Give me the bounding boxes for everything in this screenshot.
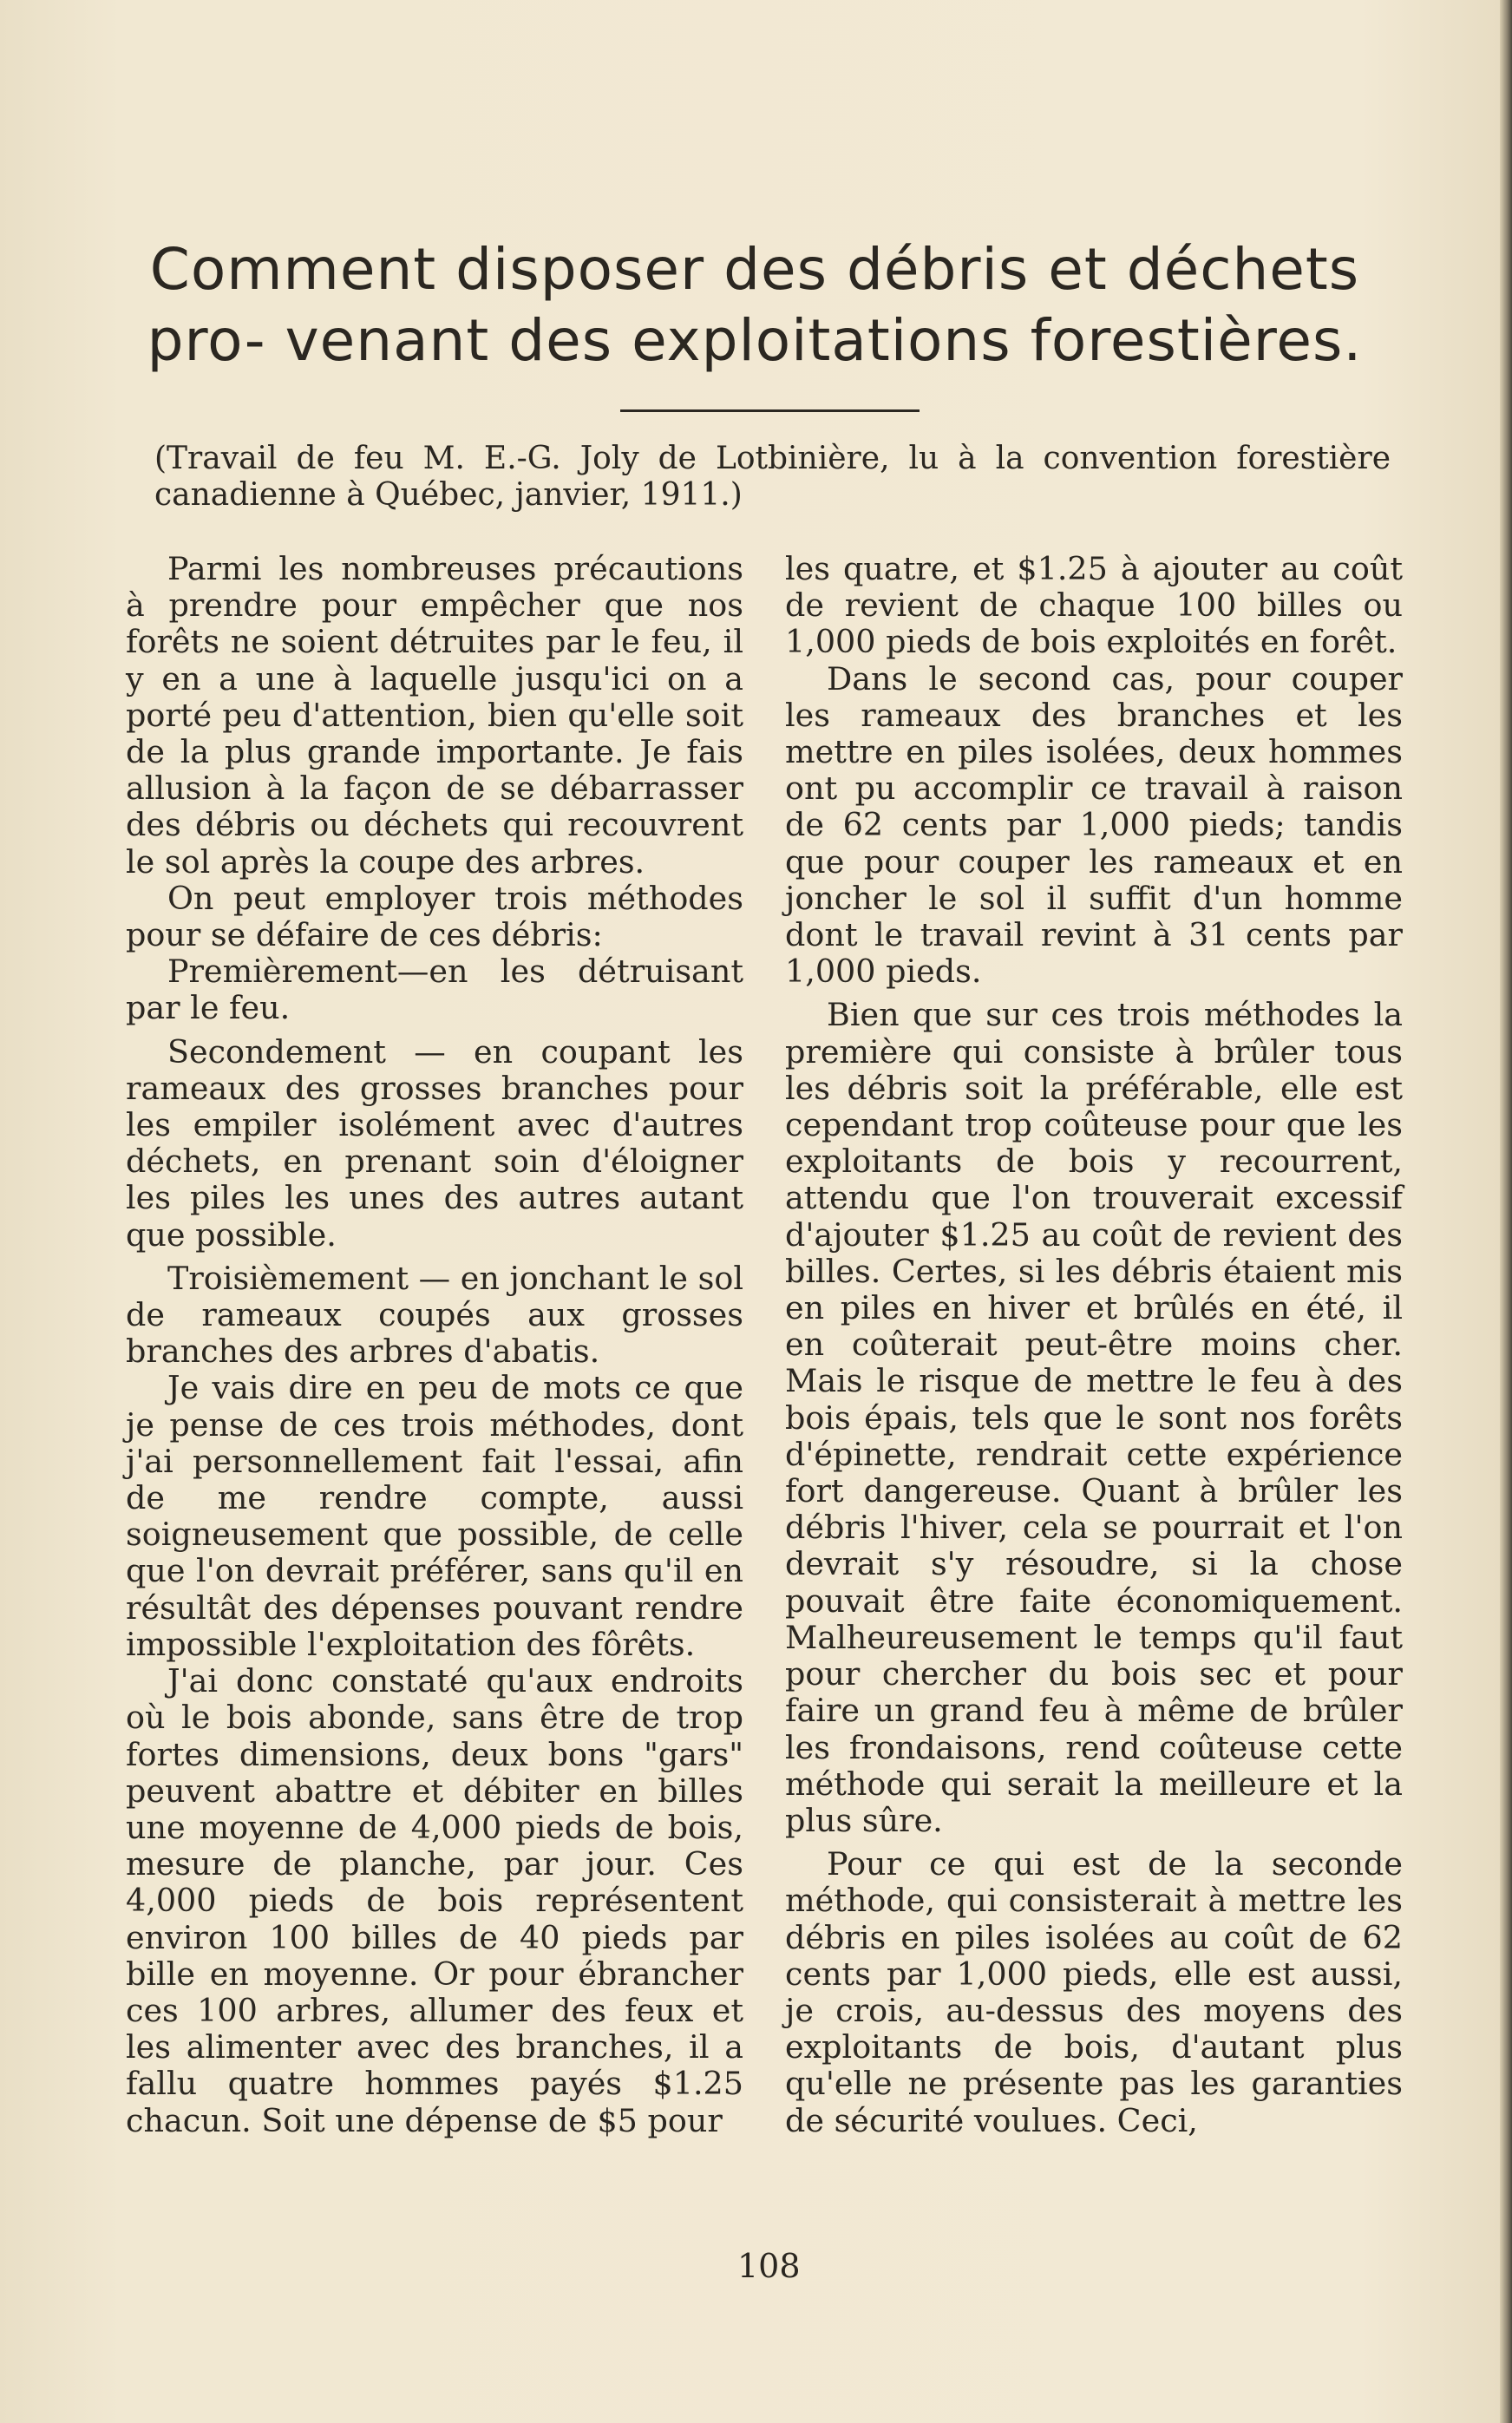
paragraph: On peut employer trois méthodes pour se défaire de ces débris: bbox=[126, 879, 743, 954]
paragraph: Bien que sur ces trois méthodes la première qui consiste à brûler tous les débris soit la préférable, elle est cependant trop coûteuse pour que les exploitants de bois y recourrent, attendu que l'on trouverait excessif d'ajouter $1.25 au coût de revient des billes. Certes, si les débris étaient mis en piles en hiver et brûlés en été, il en coûterait peut-être moins cher. Mais le risque de mettre le feu à des bois épais, tels que le sont nos forêts d'épinette, rendrait cette expérience fort dangereuse. Quant à brûler les débris l'hiver, cela se pourrait et l'on devrait s'y résoudre, si la chose pouvait être faite économiquement. Malheureusement le temps qu'il faut pour chercher du bois sec et pour faire un grand feu à même de brûler les frondaisons, rend coûteuse cette méthode qui serait la meilleure et la plus sûre. bbox=[785, 996, 1403, 1839]
paragraph: Parmi les nombreuses précautions à prendre pour empêcher que nos forêts ne soient détruites par le feu, il y en a une à laquelle jusqu'ici on a porté peu d'attention, bien qu'elle soit de la plus grande importante. Je fais allusion à la façon de se débarrasser des débris ou déchets qui recouvrent le sol après la coupe des arbres. bbox=[126, 550, 743, 881]
article-title: Comment disposer des débris et déchets pro- venant des exploitations forestières. bbox=[147, 236, 1363, 374]
paragraph: les quatre, et $1.25 à ajouter au coût de revient de chaque 100 billes ou 1,000 pieds de bois exploités en forêt. bbox=[785, 550, 1403, 661]
page-number: 108 bbox=[737, 2247, 801, 2285]
article-byline: (Travail de feu M. E.-G. Joly de Lotbinière, lu à la convention forestière canadienne à Québec, janvier, 1911.) bbox=[154, 441, 1391, 513]
paragraph: Dans le second cas, pour couper les rameaux des branches et les mettre en piles isolées, deux hommes ont pu accomplir ce travail à raison de 62 cents par 1,000 pieds; tandis que pour couper les rameaux et en joncher le sol il suffit d'un homme dont le travail revint à 31 cents par 1,000 pieds. bbox=[785, 659, 1403, 991]
paragraph: J'ai donc constaté qu'aux endroits où le bois abonde, sans être de trop fortes dimensions, deux bons "gars" peuvent abattre et débiter en billes une moyenne de 4,000 pieds de bois, mesure de planche, par jour. Ces 4,000 pieds de bois représentent environ 100 billes de 40 pieds par bille en moyenne. Or pour ébrancher ces 100 arbres, allumer des feux et les alimenter avec des branches, il a fallu quatre hommes payés $1.25 chacun. Soit une dépense de $5 pour bbox=[126, 1662, 743, 2139]
title-rule bbox=[620, 409, 920, 412]
paragraph: Troisièmement — en jonchant le sol de rameaux coupés aux grosses branches des arbres d'abatis. bbox=[126, 1259, 744, 1371]
page-edge-shadow bbox=[1500, 0, 1512, 2423]
paragraph: Secondement — en coupant les rameaux des grosses branches pour les empiler isolément avec d'autres déchets, en prenant soin d'éloigner les piles les unes des autres autant que possible. bbox=[126, 1032, 743, 1254]
paragraph: Premièrement—en les détruisant par le feu. bbox=[126, 953, 743, 1027]
left-column bbox=[126, 551, 743, 2139]
paragraph: Pour ce qui est de la seconde méthode, qui consisterait à mettre les débris en piles isolées au coût de 62 cents par 1,000 pieds, elle est aussi, je crois, au-dessus des moyens des exploitants de bois, d'autant plus qu'elle ne présente pas les garanties de sécurité voulues. Ceci, bbox=[785, 1845, 1403, 2139]
right-column bbox=[785, 551, 1403, 2139]
paragraph: Je vais dire en peu de mots ce que je pense de ces trois méthodes, dont j'ai personnellement fait l'essai, afin de me rendre compte, aussi soigneusement que possible, de celle que l'on devrait préférer, sans qu'il en résultât des dépenses pouvant rendre impossible l'exploitation des fôrêts. bbox=[126, 1369, 743, 1663]
